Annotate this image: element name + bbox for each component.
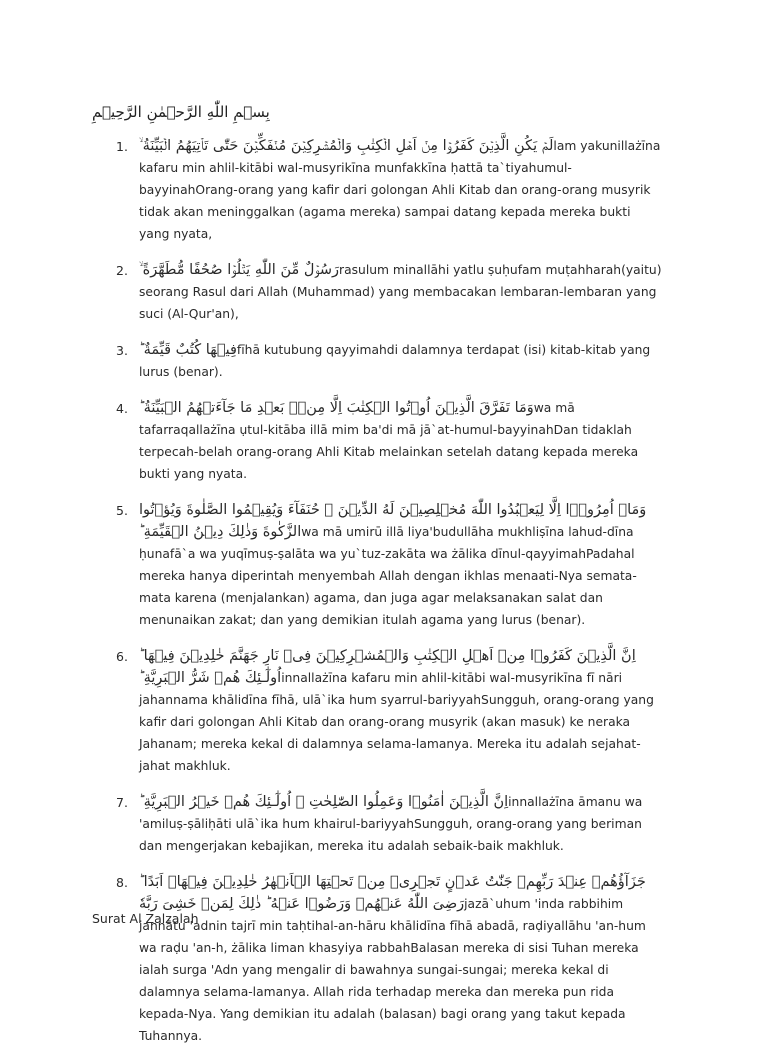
verse-translation: fīhā kutubung qayyimahdi dalamnya terdapat (isi) kitab-kitab yang lurus (benar). xyxy=(139,343,651,379)
verse-arabic: وَمَا تَفَرَّقَ الَّذِيۡنَ اُوۡتُوا الۡكِتٰبَ اِلَّا مِنۡۢ بَعۡدِ مَا جَآءَتۡهُمُ الۡبَيِّنَةُ ؕ xyxy=(139,400,534,416)
verse-arabic: اِنَّ الَّذِيۡنَ كَفَرُوۡا مِنۡ اَهۡلِ الۡكِتٰبِ وَالۡمُشۡرِكِيۡنَ فِىۡ نَارِ جَهَنَّمَ خٰلِدِيۡنَ فِيۡهَا ؕ اُولٰٓـئِكَ هُمۡ شَرُّ الۡبَرِيَّةِ ؕ xyxy=(139,648,636,686)
verse-number: 1. xyxy=(116,139,128,154)
verse-translation: wa mā umirū illā liya'budullāha mukhliṣīna lahud-dīna ḥunafā`a wa yuqīmuṣ-ṣalāta wa yu`tuz-zakāta wa żālika dīnul-qayyimahPadahal mereka hanya diperintah menyembah Allah dengan ikhlas menaati-Nya semata-mata karena (menjalankan) agama, dan juga agar melaksanakan salat dan menunaikan zakat; dan yang demikian itulah agama yang lurus (benar). xyxy=(139,525,637,627)
verse-body xyxy=(139,645,664,777)
verse-arabic: جَزَآؤُهُمۡ عِنۡدَ رَبِّهِمۡ جَنّٰتُ عَدۡنٍ تَجۡرِىۡ مِنۡ تَحۡتِهَا الۡاَنۡهٰرُ خٰلِدِيۡنَ فِيۡهَاۤ اَبَدًا ؕ رَضِىَ اللّٰهُ عَنۡهُمۡ وَرَضُوۡا عَنۡهُ ؕ ذٰلِكَ لِمَنۡ خَشِىَ رَبَّهٗ xyxy=(139,874,646,912)
verse-item xyxy=(0,791,768,857)
verse-body xyxy=(139,499,664,631)
verse-item xyxy=(0,499,768,631)
basmala-heading: بِسۡمِ اللّٰهِ الرَّحۡمٰنِ الرَّحِيۡمِ xyxy=(92,103,270,121)
verse-body xyxy=(139,791,664,857)
verse-arabic: وَمَاۤ اُمِرُوۡۤا اِلَّا لِيَعۡبُدُوا اللّٰهَ مُخۡلِصِيۡنَ لَهُ الدِّيۡنَ ۙ حُنَفَآءَ وَيُقِيۡمُوا الصَّلٰوةَ وَيُؤۡتُوا الزَّكٰوةَ وَذٰلِكَ دِيۡنُ الۡقَيِّمَةِ ؕ xyxy=(139,502,647,540)
verse-arabic: اِنَّ الَّذِيۡنَ اٰمَنُوۡا وَعَمِلُوا الصّٰلِحٰتِ ۙ اُولٰٓـئِكَ هُمۡ خَيۡرُ الۡبَرِيَّةِ ؕ xyxy=(139,794,509,810)
verse-item xyxy=(0,645,768,777)
verse-number: 7. xyxy=(116,795,128,810)
verse-translation: rasulum minallāhi yatlu ṣuḥufam muṭahharah(yaitu) seorang Rasul dari Allah (Muhammad) yang membacakan lembaran-lembaran yang suci (Al-Qur'an), xyxy=(139,263,662,321)
verse-number: 6. xyxy=(116,649,128,664)
verse-item xyxy=(0,259,768,325)
verse-item xyxy=(0,339,768,383)
verse-item xyxy=(0,135,768,245)
verse-translation: innallażīna āmanu wa 'amiluṣ-ṣāliḥāti ulā`ika hum khairul-bariyyahSungguh, orang-orang yang beriman dan mengerjakan kebajikan, mereka itu adalah sebaik-baik makhluk. xyxy=(139,795,643,853)
verse-arabic: لَمۡ يَكُنِ الَّذِيۡنَ كَفَرُوۡا مِنۡ اَهۡلِ الۡكِتٰبِ وَالۡمُشۡرِكِيۡنَ مُنۡفَكِّيۡنَ حَتّٰى تَاۡتِيَهُمُ الۡبَيِّنَةُ ۙ xyxy=(139,138,554,154)
verse-translation: innallażīna kafaru min ahlil-kitābi wal-musyrikīna fī nāri jahannama khālidīna fīhā, ulā`ika hum syarrul-bariyyahSungguh, orang-orang yang kafir dari golongan Ahli Kitab dan orang-orang musyrik (akan masuk) ke neraka Jahanam; mereka kekal di dalamnya selama-lamanya. Mereka itu adalah sejahat-jahat makhluk. xyxy=(139,671,654,773)
verse-translation: lam yakunillażīna kafaru min ahlil-kitābi wal-musyrikīna munfakkīna ḥattā ta`tiyahumul-bayyinahOrang-orang yang kafir dari golongan Ahli Kitab dan orang-orang musyrik tidak akan meninggalkan (agama mereka) sampai datang kepada mereka bukti yang nyata, xyxy=(139,139,661,241)
verse-number: 2. xyxy=(116,263,128,278)
verse-translation: jazā`uhum 'inda rabbihim jannātu 'adnin tajrī min taḥtihal-an-hāru khālidīna fīhā abadā, raḍiyallāhu 'an-hum wa raḍu 'an-h, żālika liman khasyiya rabbahBalasan mereka di sisi Tuhan mereka ialah surga 'Adn yang mengalir di bawahnya sungai-sungai; mereka kekal di dalamnya selama-lamanya. Allah rida terhadap mereka dan mereka pun rida kepada-Nya. Yang demikian itu adalah (balasan) bagi orang yang takut kepada Tuhannya. xyxy=(139,897,646,1043)
verse-body xyxy=(139,339,664,383)
verse-translation: wa mā tafarraqallażīna ụtul-kitāba illā mim ba'di mā jā`at-humul-bayyinahDan tidaklah terpecah-belah orang-orang Ahli Kitab melainkan setelah datang kepada mereka bukti yang nyata. xyxy=(139,401,639,481)
verse-body xyxy=(139,135,664,245)
verse-arabic: رَسُوۡلٌ مِّنَ اللّٰهِ يَتۡلُوۡا صُحُفًا مُّطَهَّرَةً ۙ xyxy=(139,262,340,278)
verse-number: 5. xyxy=(116,503,128,518)
verse-number: 4. xyxy=(116,401,128,416)
verse-arabic: فِيۡهَا كُتُبٌ قَيِّمَةٌ ؕ xyxy=(139,342,237,358)
verse-body xyxy=(139,259,664,325)
verse-body xyxy=(139,871,664,1047)
verse-item xyxy=(0,397,768,485)
verse-number: 3. xyxy=(116,343,128,358)
next-surah-heading: Surat Al Zalzalah xyxy=(92,911,199,926)
verse-item xyxy=(0,871,768,1047)
verse-number: 8. xyxy=(116,875,128,890)
verse-body xyxy=(139,397,664,485)
